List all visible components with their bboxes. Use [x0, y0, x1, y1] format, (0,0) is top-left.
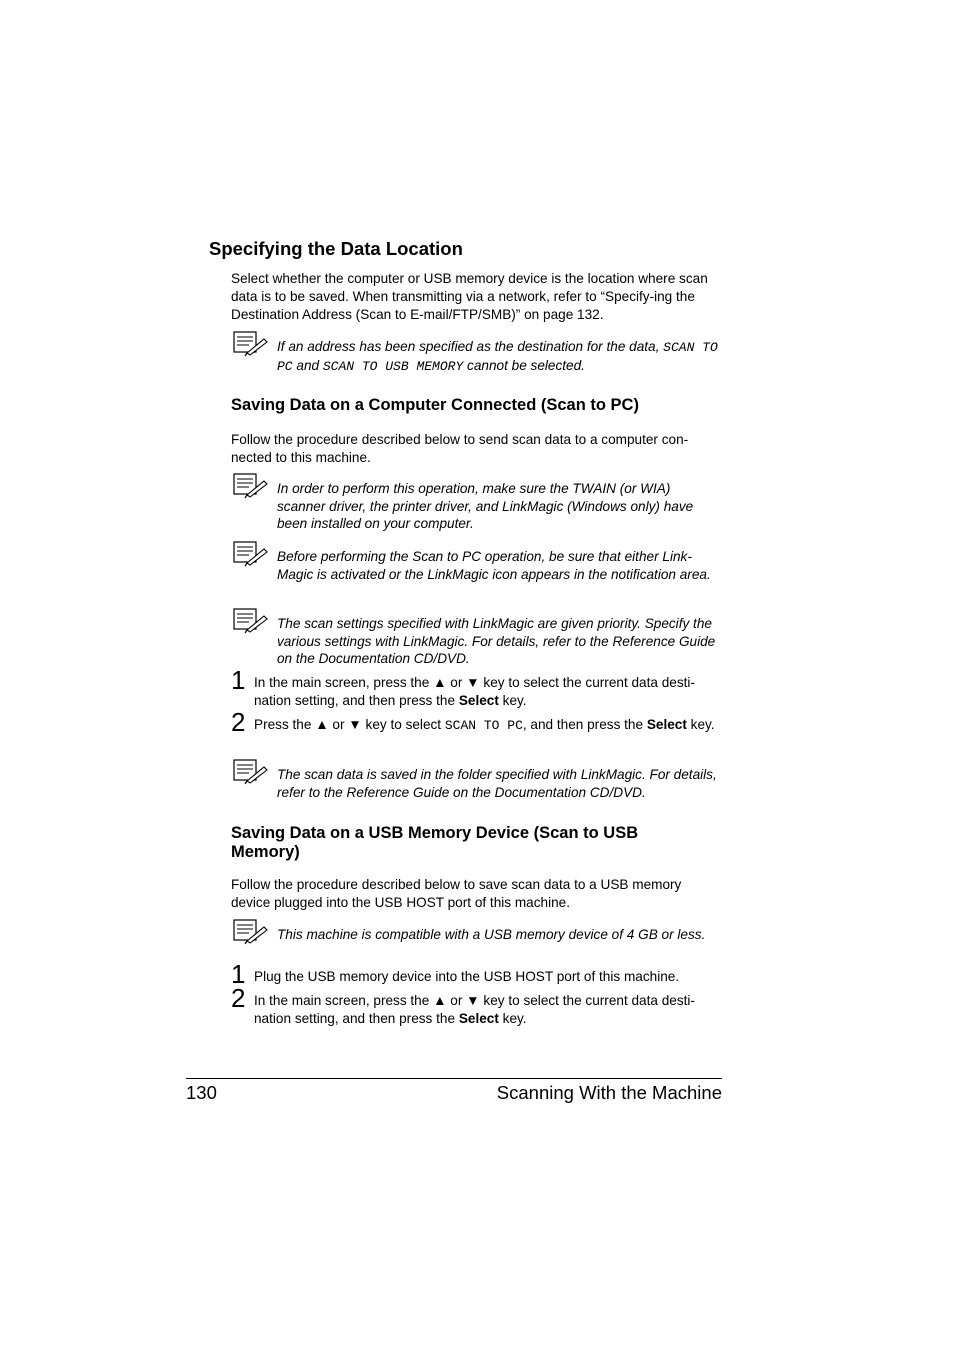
note-icon	[233, 331, 269, 357]
step-pc-1: In the main screen, press the ▲ or ▼ key to select the current data desti-nation setting, and then press the Select key.	[254, 675, 695, 708]
step-usb-1: Plug the USB memory device into the USB HOST port of this machine.	[254, 969, 680, 984]
step-number: 2	[231, 707, 246, 737]
note-icon	[233, 608, 269, 634]
note-pc-3: The scan settings specified with LinkMagic are given priority. Specify the various settings with LinkMagic. For details, refer to the Reference Guide on the Documentation CD/DVD.	[277, 616, 716, 667]
footer-rule	[186, 1078, 722, 1079]
section-intro: Select whether the computer or USB memory device is the location where scan data is to be saved. When transmitting via a network, refer to “Specify-ing the Destination Address (Scan to E-mail/FTP/SMB)” on page 132.	[231, 271, 708, 322]
step-number: 1	[231, 665, 246, 695]
note-icon	[233, 541, 269, 567]
step-number: 2	[231, 983, 246, 1013]
step-number: 1	[231, 959, 246, 989]
note-pc-after: The scan data is saved in the folder specified with LinkMagic. For details, refer to the Reference Guide on the Documentation CD/DVD.	[277, 767, 717, 800]
note-icon	[233, 759, 269, 785]
note-pc-1: In order to perform this operation, make sure the TWAIN (or WIA) scanner driver, the printer driver, and LinkMagic (Windows only) have been installed on your computer.	[277, 481, 694, 532]
note-destination: If an address has been specified as the destination for the data, SCAN TO PC and SCAN TO USB MEMORY cannot be selected.	[277, 339, 718, 374]
step-usb-2: In the main screen, press the ▲ or ▼ key to select the current data desti-nation setting, and then press the Select key.	[254, 993, 695, 1026]
step-pc-2: Press the ▲ or ▼ key to select SCAN TO PC, and then press the Select key.	[254, 717, 715, 733]
usb-intro: Follow the procedure described below to save scan data to a USB memory device plugged into the USB HOST port of this machine.	[231, 877, 682, 910]
subsection-title-pc: Saving Data on a Computer Connected (Scan to PC)	[231, 396, 639, 414]
pc-intro: Follow the procedure described below to send scan data to a computer con-nected to this machine.	[231, 432, 689, 465]
chapter-title: Scanning With the Machine	[496, 1082, 722, 1103]
page-number: 130	[186, 1082, 217, 1103]
section-title: Specifying the Data Location	[209, 238, 463, 259]
note-icon	[233, 919, 269, 945]
subsection-title-usb: Saving Data on a USB Memory Device (Scan to USB Memory)	[231, 824, 639, 861]
note-usb: This machine is compatible with a USB memory device of 4 GB or less.	[277, 927, 706, 942]
note-pc-2: Before performing the Scan to PC operation, be sure that either Link-Magic is activated or the LinkMagic icon appears in the notification area.	[277, 549, 711, 582]
note-icon	[233, 473, 269, 499]
